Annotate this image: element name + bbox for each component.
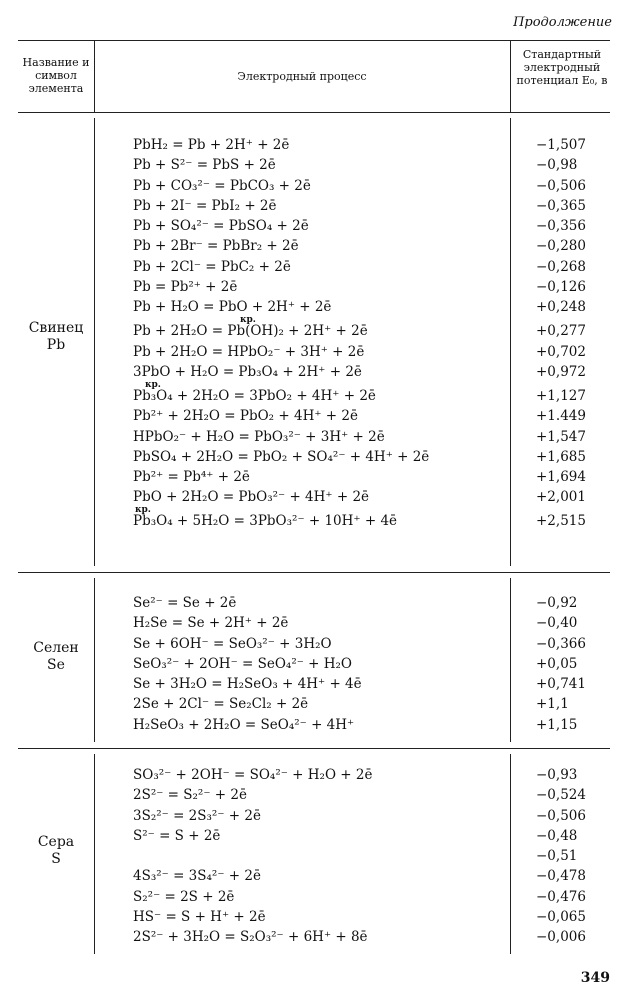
equation: S²⁻ = S + 2ē <box>133 827 221 844</box>
group-divider-rule <box>18 748 610 749</box>
table-row <box>18 908 610 928</box>
continuation-label: Продолжение <box>513 15 612 30</box>
group-divider-rule <box>18 572 610 573</box>
potential-value: +0,248 <box>536 299 586 316</box>
equation: SeO₃²⁻ + 2OH⁻ = SeO₄²⁻ + H₂O <box>133 655 352 672</box>
potential-value: +0,05 <box>536 655 578 672</box>
element-name: Сера <box>37 834 75 850</box>
equation: Se²⁻ = Se + 2ē <box>133 595 237 611</box>
equation: Pb + 2H₂O = HPbO₂⁻ + 3H⁺ + 2ē <box>133 343 365 360</box>
equation: Pb + 2Br⁻ = PbBr₂ + 2ē <box>133 238 299 255</box>
potential-value: +2,515 <box>536 513 586 530</box>
rows <box>18 766 610 949</box>
table-row <box>18 448 610 468</box>
potential-value: −0,92 <box>536 595 578 611</box>
header-element-name: Название и символ элемента <box>22 56 90 95</box>
element-name: Селен <box>33 640 79 656</box>
potential-value: −0,506 <box>536 177 586 194</box>
table-row <box>18 928 610 948</box>
table-row <box>18 695 610 715</box>
potential-value: −0,268 <box>536 258 586 275</box>
equation: Pb + S²⁻ = PbS + 2ē <box>133 157 276 174</box>
potential-value: −0,126 <box>536 279 586 296</box>
table-row <box>18 867 610 887</box>
equation: HS⁻ = S + H⁺ + 2ē <box>133 909 266 926</box>
table-top-rule <box>18 40 610 41</box>
potential-value: +1.449 <box>536 408 586 425</box>
table-row <box>18 594 610 614</box>
equation: 2Se + 2Cl⁻ = Se₂Cl₂ + 2ē <box>133 696 309 713</box>
equation: 3S₂²⁻ = 2S₃²⁻ + 2ē <box>133 807 261 824</box>
table-row <box>18 197 610 217</box>
equation: H₂Se = Se + 2H⁺ + 2ē <box>133 615 289 632</box>
potential-value: +1,694 <box>536 469 586 486</box>
potential-value: +1,685 <box>536 448 586 465</box>
element-name: Свинец <box>28 320 84 336</box>
table-row <box>18 428 610 448</box>
table-row <box>18 807 610 827</box>
potential-value: −0,51 <box>536 848 578 865</box>
potential-value: −0,48 <box>536 827 578 844</box>
table-row <box>18 387 610 407</box>
header-potential: Стандартный электродный потенциал E₀, в <box>516 48 608 87</box>
potential-value: +1,15 <box>536 716 578 733</box>
potential-value: +0,702 <box>536 343 586 360</box>
page-number: 349 <box>580 970 610 986</box>
column-rule <box>510 40 511 112</box>
crystal-note: кр. <box>145 379 161 390</box>
potential-value: −0,006 <box>536 929 586 946</box>
equation: SO₃²⁻ + 2OH⁻ = SO₄²⁻ + H₂O + 2ē <box>133 767 373 783</box>
table-row <box>18 614 610 634</box>
rows <box>18 136 610 533</box>
crystal-note: кр. <box>135 505 151 516</box>
table-row <box>18 655 610 675</box>
potential-value: −0,356 <box>536 218 586 235</box>
table-row <box>18 343 610 363</box>
equation: PbH₂ = Pb + 2H⁺ + 2ē <box>133 137 290 153</box>
potential-value: +0,277 <box>536 323 586 340</box>
potential-value: +2,001 <box>536 489 586 506</box>
equation: PbSO₄ + 2H₂O = PbO₂ + SO₄²⁻ + 4H⁺ + 2ē <box>133 448 430 465</box>
table-row <box>18 888 610 908</box>
potential-value: +1,127 <box>536 387 586 404</box>
table-row <box>18 298 610 326</box>
table-row <box>18 488 610 516</box>
header-bottom-rule <box>18 112 610 113</box>
table-row <box>18 675 610 695</box>
potential-value: +0,972 <box>536 363 586 380</box>
element-symbol: S <box>51 851 61 867</box>
element-symbol: Se <box>47 657 65 673</box>
table-row <box>18 716 610 736</box>
potential-value: −0,065 <box>536 909 586 926</box>
table-row <box>18 156 610 176</box>
equation: 3PbO + H₂O = Pb₃O₄ + 2H⁺ + 2ē <box>133 363 362 380</box>
equation: Pb₃O₄ + 5H₂O = 3PbO₃²⁻ + 10H⁺ + 4ē <box>133 513 398 530</box>
potential-value: −1,507 <box>536 137 586 153</box>
potential-value: −0,524 <box>536 787 586 804</box>
equation: H₂SeO₃ + 2H₂O = SeO₄²⁻ + 4H⁺ <box>133 716 355 733</box>
equation: Pb + CO₃²⁻ = PbCO₃ + 2ē <box>133 177 311 194</box>
table-row <box>18 278 610 298</box>
table-row <box>18 136 610 156</box>
equation: Se + 6OH⁻ = SeO₃²⁻ + 3H₂O <box>133 635 332 652</box>
equation: Pb + 2I⁻ = PbI₂ + 2ē <box>133 197 277 214</box>
table-row <box>18 407 610 427</box>
equation: Pb₃O₄ + 2H₂O = 3PbO₂ + 4H⁺ + 2ē <box>133 387 376 404</box>
table-row <box>18 786 610 806</box>
equation: HPbO₂⁻ + H₂O = PbO₃²⁻ + 3H⁺ + 2ē <box>133 428 385 445</box>
potential-value: −0,476 <box>536 888 586 905</box>
crystal-note: кр. <box>240 315 256 326</box>
potential-value: +1,1 <box>536 696 569 713</box>
table-row <box>18 177 610 197</box>
equation: Pb + 2H₂O = Pb(OH)₂ + 2H⁺ + 2ē <box>133 323 368 340</box>
potential-value: +0,741 <box>536 676 586 693</box>
table-row <box>18 258 610 278</box>
table-row <box>18 827 610 847</box>
equation: 2S²⁻ + 3H₂O = S₂O₃²⁻ + 6H⁺ + 8ē <box>133 929 368 946</box>
table-row <box>18 468 610 488</box>
table-row <box>18 635 610 655</box>
table-row <box>18 322 610 342</box>
equation: Pb + H₂O = PbO + 2H⁺ + 2ē <box>133 299 332 316</box>
table-row <box>18 363 610 390</box>
table-row <box>18 237 610 257</box>
equation: Pb = Pb²⁺ + 2ē <box>133 279 238 296</box>
potential-value: −0,366 <box>536 635 586 652</box>
potential-value: −0,280 <box>536 238 586 255</box>
potential-value: −0,365 <box>536 197 586 214</box>
table-row <box>18 512 610 532</box>
potential-value: −0,98 <box>536 157 578 174</box>
potential-value: −0,40 <box>536 615 578 632</box>
potential-value: −0,93 <box>536 767 578 783</box>
equation: PbO + 2H₂O = PbO₃²⁻ + 4H⁺ + 2ē <box>133 489 370 506</box>
equation: Se + 3H₂O = H₂SeO₃ + 4H⁺ + 4ē <box>133 676 362 693</box>
equation: Pb²⁺ + 2H₂O = PbO₂ + 4H⁺ + 2ē <box>133 408 358 425</box>
table-row <box>18 766 610 786</box>
equation: S₂²⁻ = 2S + 2ē <box>133 888 235 905</box>
potential-value: −0,506 <box>536 807 586 824</box>
table-row <box>18 847 610 867</box>
equation: 2S²⁻ = S₂²⁻ + 2ē <box>133 787 247 804</box>
rows <box>18 594 610 736</box>
table-row <box>18 217 610 237</box>
potential-value: −0,478 <box>536 868 586 885</box>
equation: Pb + 2Cl⁻ = PbC₂ + 2ē <box>133 258 291 275</box>
header-process: Электродный процесс <box>237 70 367 83</box>
equation: Pb²⁺ = Pb⁴⁺ + 2ē <box>133 469 250 486</box>
element-symbol: Pb <box>46 337 66 353</box>
equation: 4S₃²⁻ = 3S₄²⁻ + 2ē <box>133 868 261 885</box>
equation: Pb + SO₄²⁻ = PbSO₄ + 2ē <box>133 218 309 235</box>
potential-value: +1,547 <box>536 428 586 445</box>
